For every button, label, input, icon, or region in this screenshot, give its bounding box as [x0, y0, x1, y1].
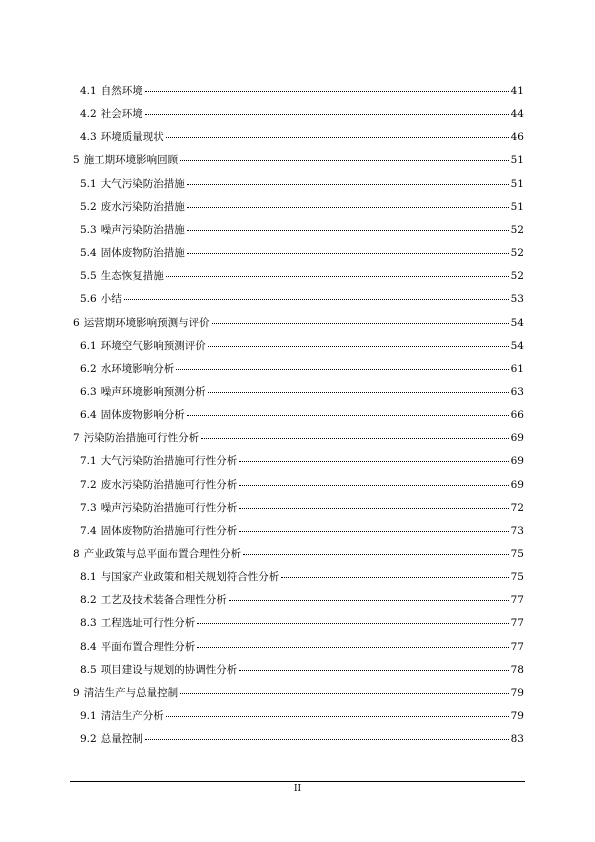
toc-section-entry[interactable] — [80, 84, 524, 98]
toc-dot-leader — [187, 230, 509, 231]
toc-dot-leader — [229, 600, 509, 601]
toc-entry-title: 总量控制 — [100, 733, 143, 746]
toc-entry-page-number: 75 — [510, 571, 524, 584]
toc-entry-page-number: 83 — [510, 733, 524, 746]
toc-section-entry[interactable] — [80, 339, 524, 353]
toc-entry-number: 6.1 — [80, 339, 97, 352]
toc-entry-page-number: 51 — [510, 177, 524, 190]
toc-dot-leader — [166, 137, 509, 138]
toc-entry-number: 8.4 — [80, 640, 97, 653]
toc-section-entry[interactable] — [80, 269, 524, 283]
toc-chapter-entry[interactable] — [73, 686, 524, 700]
toc-entry-page-number: 78 — [510, 663, 524, 676]
toc-dot-leader — [180, 160, 508, 161]
toc-section-entry[interactable] — [80, 616, 524, 630]
toc-chapter-entry[interactable] — [73, 153, 524, 167]
toc-section-entry[interactable] — [80, 246, 524, 260]
toc-entry-title: 噪声污染防治措施 — [100, 223, 185, 236]
toc-entry-number: 9.2 — [80, 733, 97, 746]
toc-entry-page-number: 73 — [510, 524, 524, 537]
toc-entry-number: 8 — [73, 548, 80, 560]
toc-entry-title: 大气污染防治措施 — [100, 177, 185, 190]
toc-entry-number: 6.3 — [80, 385, 97, 398]
toc-entry-title: 废水污染防治措施 — [100, 200, 185, 213]
toc-entry-title: 社会环境 — [100, 108, 143, 121]
toc-entry-number: 8.3 — [80, 617, 97, 630]
toc-entry-page-number: 63 — [510, 385, 524, 398]
toc-entry-number: 5 — [73, 154, 80, 167]
toc-entry-page-number: 53 — [510, 293, 524, 306]
toc-entry-page-number: 52 — [510, 247, 524, 259]
toc-section-entry[interactable] — [80, 454, 524, 468]
toc-section-entry[interactable] — [80, 200, 524, 214]
toc-chapter-entry[interactable] — [73, 316, 524, 330]
toc-dot-leader — [212, 323, 509, 324]
toc-dot-leader — [239, 670, 508, 671]
toc-chapter-entry[interactable] — [73, 547, 524, 561]
toc-entry-title: 固体废物防治措施可行性分析 — [100, 524, 238, 537]
toc-section-entry[interactable] — [80, 385, 524, 399]
toc-entry-title: 工程选址可行性分析 — [100, 617, 196, 630]
toc-chapter-entry[interactable] — [73, 431, 524, 445]
toc-dot-leader — [197, 647, 508, 648]
toc-entry-title: 固体废物影响分析 — [100, 409, 185, 422]
toc-section-entry[interactable] — [80, 478, 524, 492]
toc-entry-page-number: 69 — [510, 432, 524, 445]
toc-section-entry[interactable] — [80, 663, 524, 677]
toc-entry-title: 噪声环境影响预测分析 — [100, 385, 206, 398]
toc-entry-number: 8.1 — [80, 571, 97, 584]
toc-entry-page-number: 77 — [510, 640, 524, 653]
toc-entry-number: 4.1 — [80, 85, 97, 97]
toc-entry-title: 小结 — [100, 293, 122, 306]
toc-section-entry[interactable] — [80, 709, 524, 723]
toc-dot-leader — [208, 392, 509, 393]
toc-dot-leader — [187, 253, 509, 254]
toc-entry-page-number: 41 — [510, 85, 524, 97]
toc-entry-page-number: 61 — [510, 362, 524, 375]
toc-entry-number: 7.3 — [80, 501, 97, 514]
toc-section-entry[interactable] — [80, 130, 524, 144]
toc-entry-title: 固体废物防治措施 — [100, 247, 185, 259]
toc-section-entry[interactable] — [80, 362, 524, 376]
toc-entry-title: 施工期环境影响回顾 — [83, 154, 179, 167]
toc-section-entry[interactable] — [80, 593, 524, 607]
toc-entry-number: 6.2 — [80, 362, 97, 375]
toc-entry-number: 5.2 — [80, 200, 97, 213]
toc-dot-leader — [243, 554, 508, 555]
toc-entry-number: 8.2 — [80, 594, 97, 607]
toc-entry-title: 噪声污染防治措施可行性分析 — [100, 501, 238, 514]
toc-entry-page-number: 77 — [510, 594, 524, 607]
toc-section-entry[interactable] — [80, 177, 524, 191]
toc-entry-page-number: 79 — [510, 710, 524, 722]
toc-entry-number: 7.2 — [80, 478, 97, 491]
toc-entry-title: 自然环境 — [100, 85, 143, 97]
toc-section-entry[interactable] — [80, 732, 524, 746]
toc-entry-page-number: 54 — [510, 339, 524, 352]
toc-entry-title: 运营期环境影响预测与评价 — [83, 316, 210, 329]
toc-entry-number: 5.1 — [80, 177, 97, 190]
toc-dot-leader — [145, 739, 509, 740]
toc-entry-number: 5.6 — [80, 293, 97, 306]
toc-entry-page-number: 69 — [510, 455, 524, 468]
toc-entry-page-number: 54 — [510, 316, 524, 329]
toc-entry-page-number: 75 — [510, 548, 524, 560]
toc-dot-leader — [187, 184, 509, 185]
toc-section-entry[interactable] — [80, 524, 524, 538]
toc-entry-title: 与国家产业政策和相关规划符合性分析 — [100, 571, 280, 584]
toc-entry-title: 大气污染防治措施可行性分析 — [100, 455, 238, 468]
toc-dot-leader — [180, 693, 508, 694]
toc-entry-title: 产业政策与总平面布置合理性分析 — [83, 548, 242, 560]
toc-entry-page-number: 66 — [510, 409, 524, 422]
toc-entry-title: 环境质量现状 — [100, 131, 164, 144]
toc-entry-page-number: 44 — [510, 108, 524, 121]
toc-dot-leader — [197, 623, 508, 624]
toc-entry-number: 7.1 — [80, 455, 97, 468]
toc-dot-leader — [281, 577, 508, 578]
toc-dot-leader — [239, 461, 508, 462]
toc-entry-number: 7.4 — [80, 524, 97, 537]
toc-dot-leader — [145, 114, 509, 115]
toc-entry-number: 6 — [73, 316, 80, 329]
toc-dot-leader — [208, 346, 509, 347]
toc-entry-title: 污染防治措施可行性分析 — [83, 432, 200, 445]
toc-entry-number: 8.5 — [80, 663, 97, 676]
toc-dot-leader — [239, 508, 508, 509]
toc-entry-title: 清洁生产与总量控制 — [83, 686, 179, 699]
toc-section-entry[interactable] — [80, 292, 524, 306]
toc-entry-number: 4.3 — [80, 131, 97, 144]
toc-entry-number: 5.5 — [80, 270, 97, 283]
toc-entry-page-number: 52 — [510, 270, 524, 283]
toc-entry-page-number: 46 — [510, 131, 524, 144]
toc-entry-page-number: 77 — [510, 617, 524, 630]
toc-entry-number: 4.2 — [80, 108, 97, 121]
toc-entry-number: 5.4 — [80, 247, 97, 259]
toc-entry-title: 平面布置合理性分析 — [100, 640, 196, 653]
toc-entry-title: 工艺及技术装备合理性分析 — [100, 594, 227, 607]
toc-section-entry[interactable] — [80, 640, 524, 654]
toc-entry-page-number: 52 — [510, 223, 524, 236]
toc-entry-number: 6.4 — [80, 409, 97, 422]
toc-section-entry[interactable] — [80, 107, 524, 121]
toc-entry-page-number: 79 — [510, 686, 524, 699]
toc-entry-number: 9.1 — [80, 710, 97, 722]
toc-dot-leader — [145, 91, 509, 92]
toc-dot-leader — [239, 485, 508, 486]
toc-dot-leader — [187, 415, 509, 416]
toc-entry-title: 项目建设与规划的协调性分析 — [100, 663, 238, 676]
footer-rule — [70, 781, 525, 782]
toc-entry-page-number: 72 — [510, 501, 524, 514]
toc-entry-title: 水环境影响分析 — [100, 362, 175, 375]
footer-page-number: II — [293, 784, 302, 794]
toc-entry-title: 环境空气影响预测评价 — [100, 339, 206, 352]
toc-section-entry[interactable] — [80, 570, 524, 584]
toc-entry-number: 9 — [73, 686, 80, 699]
toc-section-entry[interactable] — [80, 408, 524, 422]
toc-dot-leader — [187, 207, 509, 208]
toc-dot-leader — [166, 716, 509, 717]
toc-entry-title: 清洁生产分析 — [100, 710, 164, 722]
toc-dot-leader — [239, 531, 508, 532]
toc-dot-leader — [166, 276, 509, 277]
toc-dot-leader — [176, 369, 508, 370]
toc-entry-page-number: 51 — [510, 200, 524, 213]
toc-dot-leader — [201, 438, 508, 439]
toc-entry-number: 7 — [73, 432, 80, 445]
toc-section-entry[interactable] — [80, 223, 524, 237]
toc-dot-leader — [124, 299, 509, 300]
toc-entry-number: 5.3 — [80, 223, 97, 236]
toc-section-entry[interactable] — [80, 501, 524, 515]
toc-entry-page-number: 69 — [510, 478, 524, 491]
toc-entry-title: 生态恢复措施 — [100, 270, 164, 283]
toc-entry-title: 废水污染防治措施可行性分析 — [100, 478, 238, 491]
toc-entry-page-number: 51 — [510, 154, 524, 167]
